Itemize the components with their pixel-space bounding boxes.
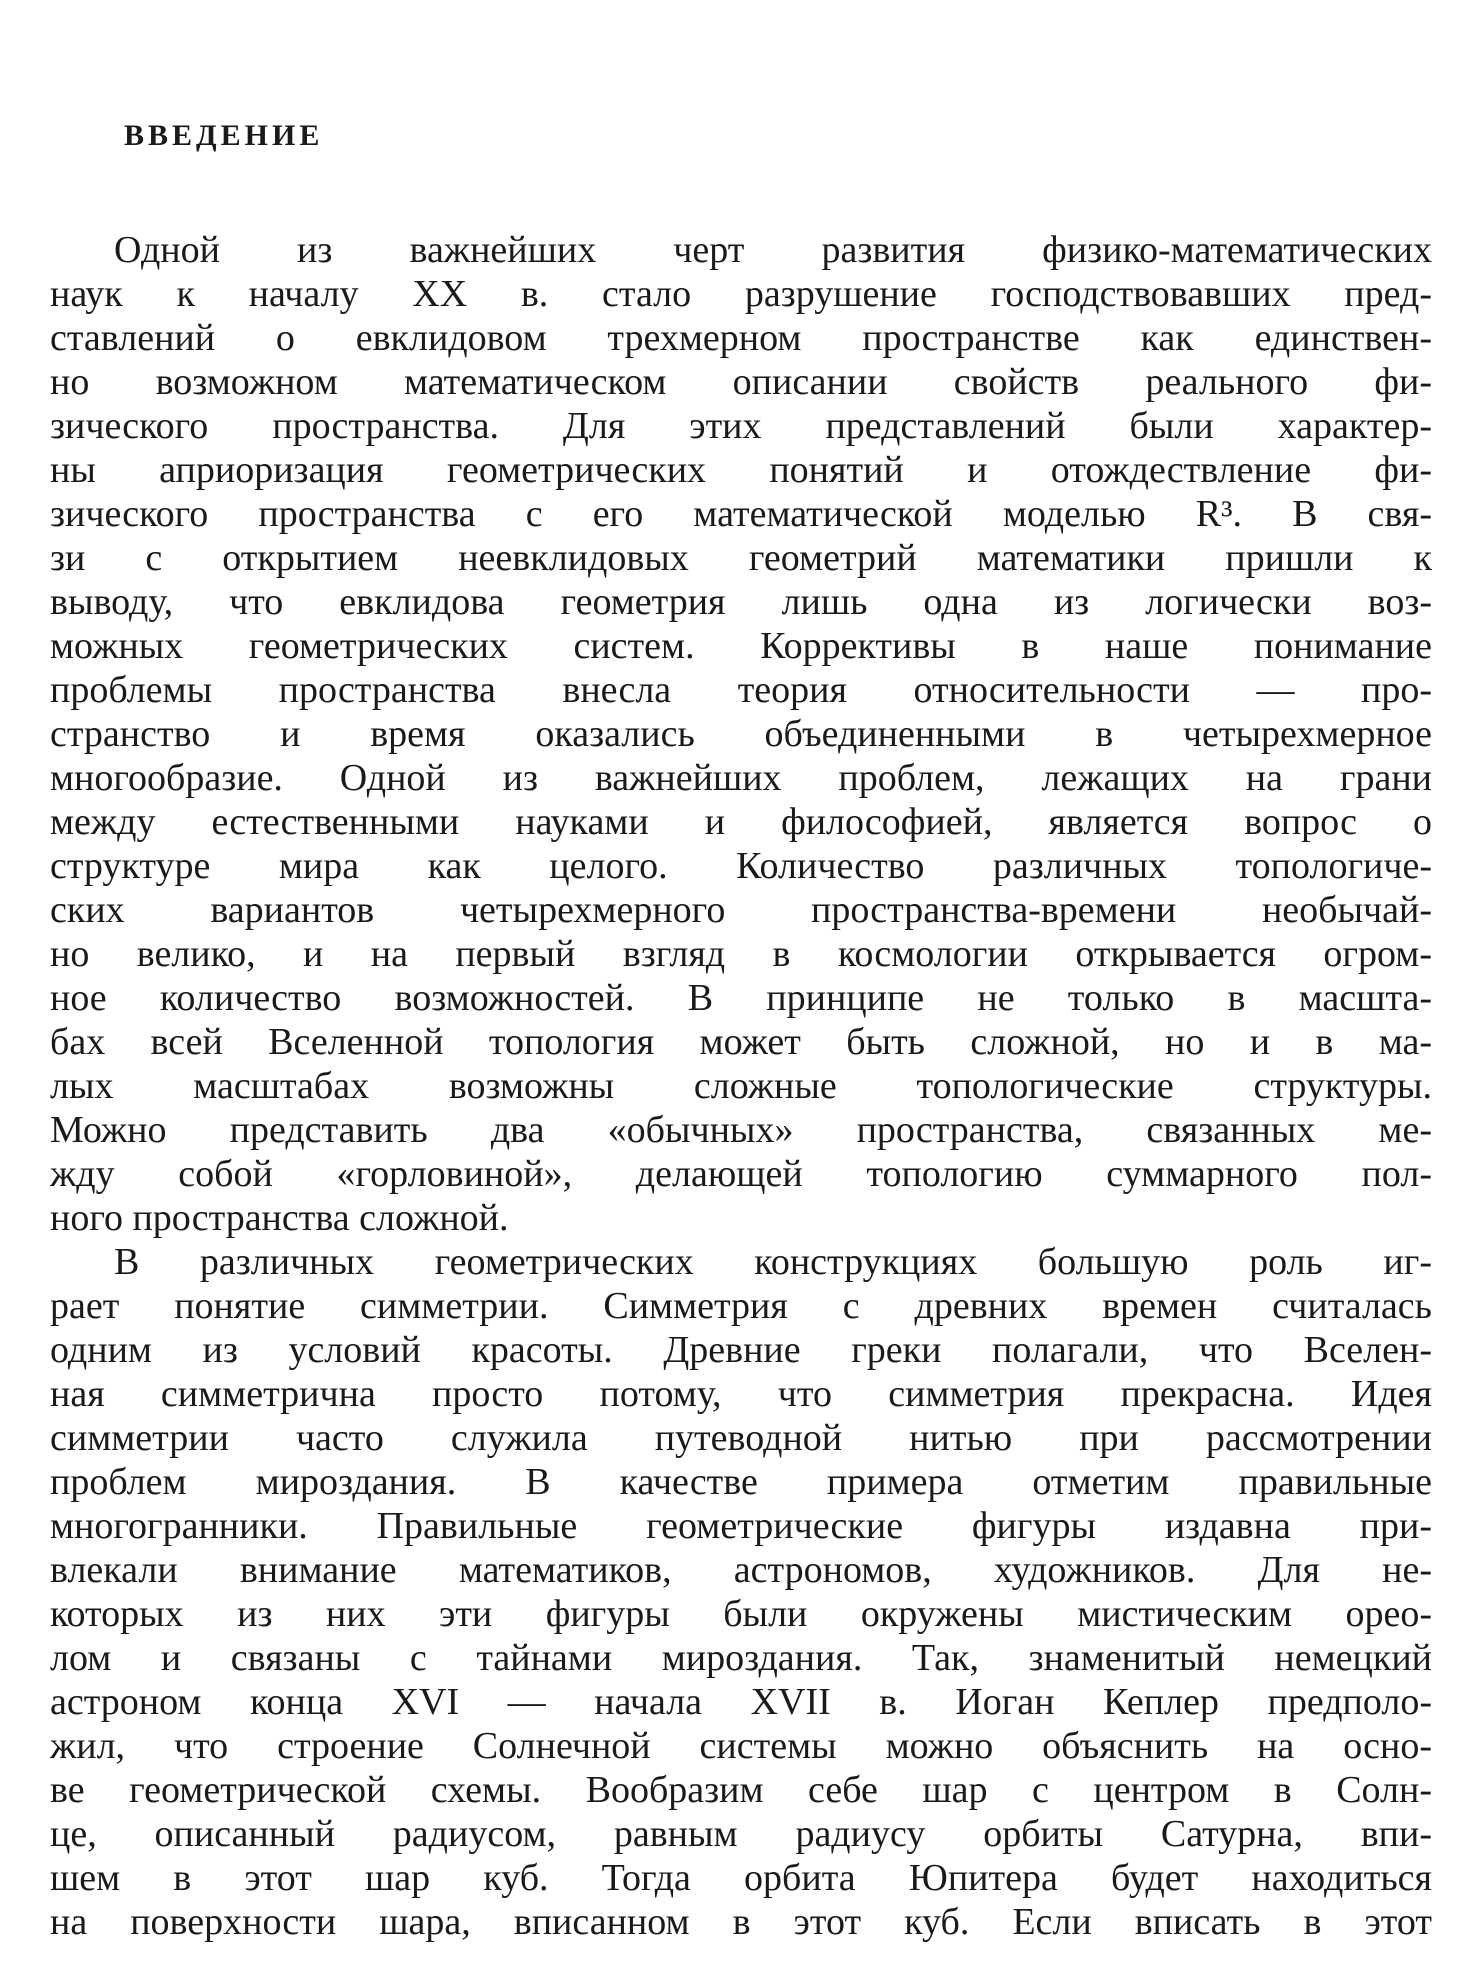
text-line: Одной из важнейших черт развития физико-математических — [114, 229, 1432, 271]
text-line: которых из них эти фигуры были окружены мистическим ореo- — [50, 1593, 1432, 1635]
text-line: бах всей Вселенной топология может быть сложной, но и в ма- — [50, 1021, 1432, 1063]
text-line: В различных геометрических конструкциях большую роль иг- — [114, 1241, 1432, 1283]
text-line: ное количество возможностей. В принципе не только в масшта- — [50, 977, 1432, 1019]
text-line: можных геометрических систем. Коррективы в наше понимание — [50, 625, 1432, 667]
text-line: проблем мироздания. В качестве примера отметим правильные — [50, 1461, 1432, 1503]
text-line: лом и связаны с тайнами мироздания. Так, знаменитый немецкий — [50, 1637, 1432, 1679]
text-line: це, описанный радиусом, равным радиусу орбиты Сатурна, впи- — [50, 1813, 1432, 1855]
text-line: между естественными науками и философией, является вопрос о — [50, 801, 1432, 843]
text-line: Можно представить два «обычных» пространства, связанных ме- — [50, 1109, 1432, 1151]
text-line: влекали внимание математиков, астрономов, художников. Для не- — [50, 1549, 1432, 1591]
text-line: но возможном математическом описании свойств реального фи- — [50, 361, 1432, 403]
text-line: зического пространства с его математической моделью R³. В свя- — [50, 493, 1432, 535]
chapter-heading: ВВЕДЕНИЕ — [124, 119, 324, 152]
text-line: ских вариантов четырехмерного пространства-времени необычай- — [50, 889, 1432, 931]
text-line: многогранники. Правильные геометрические фигуры издавна при- — [50, 1505, 1432, 1547]
text-line: зи с открытием неевклидовых геометрий математики пришли к — [50, 537, 1432, 579]
text-line: одним из условий красоты. Древние греки полагали, что Вселен- — [50, 1329, 1432, 1371]
text-line: странство и время оказались объединенными в четырехмерное — [50, 713, 1432, 755]
text-line: лых масштабах возможны сложные топологические структуры. — [50, 1065, 1432, 1107]
text-line: астроном конца XVI — начала XVII в. Иоган Кеплер предполо- — [50, 1681, 1432, 1723]
text-line: зического пространства. Для этих представлений были характер- — [50, 405, 1432, 447]
text-line: ве геометрической схемы. Вообразим себе шар с центром в Солн- — [50, 1769, 1432, 1811]
text-line: ставлений о евклидовом трехмерном пространстве как единствен- — [50, 317, 1432, 359]
text-line: на поверхности шара, вписанном в этот куб. Если вписать в этот — [50, 1901, 1432, 1943]
text-line: структуре мира как целого. Количество различных топологиче- — [50, 845, 1432, 887]
text-line: ная симметрична просто потому, что симметрия прекрасна. Идея — [50, 1373, 1432, 1415]
body-text — [50, 228, 1432, 1944]
text-line: но велико, и на первый взгляд в космологии открывается огром- — [50, 933, 1432, 975]
text-line: ны априоризация геометрических понятий и отождествление фи- — [50, 449, 1432, 491]
text-line: наук к началу XX в. стало разрушение господствовавших пред- — [50, 273, 1432, 315]
text-line: шем в этот шар куб. Тогда орбита Юпитера будет находиться — [50, 1857, 1432, 1899]
paragraph-1 — [50, 228, 1432, 1240]
text-line: жил, что строение Солнечной системы можно объяснить на осно- — [50, 1725, 1432, 1767]
paragraph-2 — [50, 1240, 1432, 1944]
text-line: выводу, что евклидова геометрия лишь одна из логически воз- — [50, 581, 1432, 623]
text-line: проблемы пространства внесла теория относительности — про- — [50, 669, 1432, 711]
text-line: ного пространства сложной. — [50, 1197, 509, 1239]
text-line: симметрии часто служила путеводной нитью при рассмотрении — [50, 1417, 1432, 1459]
text-line: многообразие. Одной из важнейших проблем, лежащих на грани — [50, 757, 1432, 799]
text-line: жду собой «горловиной», делающей топологию суммарного пол- — [50, 1153, 1432, 1195]
text-line: рает понятие симметрии. Симметрия с древних времен считалась — [50, 1285, 1432, 1327]
